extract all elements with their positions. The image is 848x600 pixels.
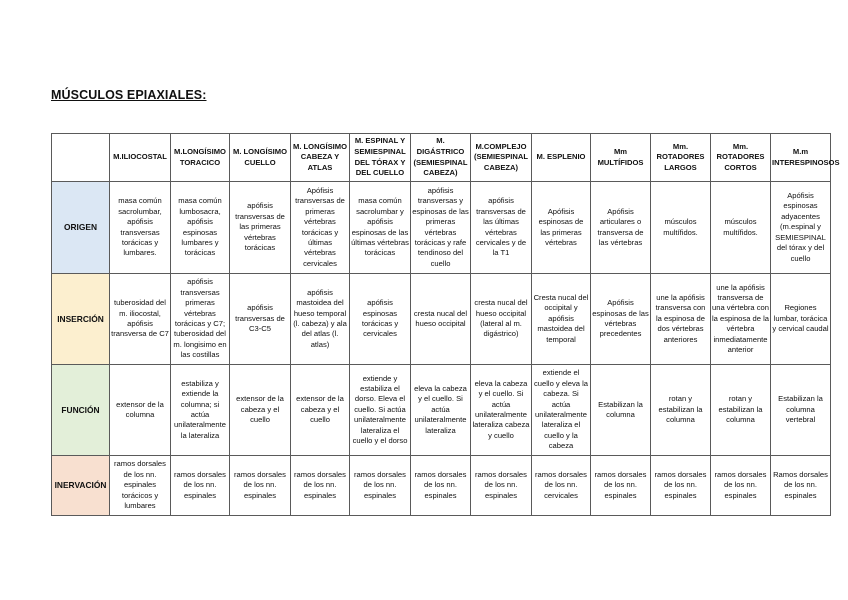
table-cell: extensor de la columna (110, 365, 171, 456)
header-row (52, 134, 831, 182)
table-row-inervacion (52, 456, 831, 516)
table-cell: masa común sacrolumbar, apófisis transversas torácicas y lumbares. (110, 182, 171, 274)
table-cell: Apófisis espinosas de las primeras vértebras (532, 182, 591, 274)
table-cell: cresta nucal del hueso occipital (lateral al m. digástrico) (471, 274, 532, 365)
table-cell: apófisis transversas y espinosas de las primeras vértebras torácicas y rafe tendinoso del cuello (411, 182, 471, 274)
table-cell: apófisis transversas de las últimas vértebras cervicales y de la T1 (471, 182, 532, 274)
table-cell: apófisis transversas de C3-C5 (230, 274, 291, 365)
table-cell: ramos dorsales de los nn. espinales (651, 456, 711, 516)
table-cell: rotan y estabilizan la columna (711, 365, 771, 456)
table-cell: apófisis transversas primeras vértebras torácicas y C7; tuberosidad del m. longisimo en las costillas (171, 274, 230, 365)
table-cell: Apófisis articulares o transversa de las vértebras (591, 182, 651, 274)
table-cell: masa común lumbosacra, apófisis espinosas lumbares y torácicas (171, 182, 230, 274)
header-longisimo-toracico: M.LONGÍSIMO TORACICO (171, 134, 230, 182)
header-interespinosos: M.m INTERESPINOSOS (771, 134, 831, 182)
table-cell: extiende y estabiliza el dorso. Eleva el cuello. Si actúa unilateralmente lateraliza el cuello y el dorso (350, 365, 411, 456)
table-cell: extensor de la cabeza y el cuello (291, 365, 350, 456)
table-cell: extiende el cuello y eleva la cabeza. Si actúa unilateralmente lateraliza el cuello y la cabeza (532, 365, 591, 456)
table-cell: ramos dorsales de los nn. espinales (411, 456, 471, 516)
header-longisimo-cabeza-atlas: M. LONGÍSIMO CABEZA Y ATLAS (291, 134, 350, 182)
header-iliocostal: M.ILIOCOSTAL (110, 134, 171, 182)
header-corner (52, 134, 110, 182)
table-cell: estabiliza y extiende la columna; si actúa unilateralmente la lateraliza (171, 365, 230, 456)
header-rotadores-largos: Mm. ROTADORES LARGOS (651, 134, 711, 182)
table-cell: eleva la cabeza y el cuello. Si actúa unilateralmente lateraliza (411, 365, 471, 456)
table-cell: tuberosidad del m. iliocostal, apófisis transversa de C7 (110, 274, 171, 365)
table-cell: ramos dorsales de los nn. espinales (471, 456, 532, 516)
table-cell: ramos dorsales de los nn. espinales (591, 456, 651, 516)
table-cell: masa común sacrolumbar y apófisis espinosas de las últimas vértebras torácicas (350, 182, 411, 274)
table-cell: Estabilizan la columna vertebral (771, 365, 831, 456)
table-cell: músculos multífidos. (711, 182, 771, 274)
table-cell: Estabilizan la columna (591, 365, 651, 456)
table-cell: Regiones lumbar, torácica y cervical caudal (771, 274, 831, 365)
table-cell: Apófisis transversas de primeras vértebras torácicas y últimas vértebras cervicales (291, 182, 350, 274)
table-cell: ramos dorsales de los nn. espinales (350, 456, 411, 516)
table-cell: apófisis transversas de las primeras vértebras torácicas (230, 182, 291, 274)
row-label-inervacion: INERVACIÓN (52, 456, 110, 516)
row-label-insercion: INSERCIÓN (52, 274, 110, 365)
table-row-insercion (52, 274, 831, 365)
table-cell: Ramos dorsales de los nn. espinales (771, 456, 831, 516)
muscles-table (51, 133, 840, 516)
page-title: MÚSCULOS EPIAXIALES: (51, 88, 207, 102)
header-digastrico: M. DIGÁSTRICO (SEMIESPINAL CABEZA) (411, 134, 471, 182)
table-cell: ramos dorsales de los nn. espinales torácicos y lumbares (110, 456, 171, 516)
table-cell: une la apófisis transversa con la espinosa de dos vértebras anteriores (651, 274, 711, 365)
table-cell: músculos multífidos. (651, 182, 711, 274)
table-cell: Apófisis espinosas adyacentes (m.espinal y SEMIESPINAL del tórax y del cuello (771, 182, 831, 274)
header-rotadores-cortos: Mm. ROTADORES CORTOS (711, 134, 771, 182)
table-cell: ramos dorsales de los nn. cervicales (532, 456, 591, 516)
table-cell: une la apófisis transversa de una vértebra con la espinosa de la vértebra inmediatamente anterior (711, 274, 771, 365)
header-longisimo-cuello: M. LONGÍSIMO CUELLO (230, 134, 291, 182)
table-cell: Cresta nucal del occipital y apófisis mastoidea del temporal (532, 274, 591, 365)
table-cell: eleva la cabeza y el cuello. Si actúa unilateralmente lateraliza cabeza y cuello (471, 365, 532, 456)
header-esplenio: M. ESPLENIO (532, 134, 591, 182)
table-cell: rotan y estabilizan la columna (651, 365, 711, 456)
header-espinal-semiespinal: M. ESPINAL Y SEMIESPINAL DEL TÓRAX Y DEL CUELLO (350, 134, 411, 182)
header-complejo: M.COMPLEJO (SEMIESPINAL CABEZA) (471, 134, 532, 182)
table-cell: ramos dorsales de los nn. espinales (230, 456, 291, 516)
table-cell: cresta nucal del hueso occipital (411, 274, 471, 365)
table-cell: ramos dorsales de los nn. espinales (171, 456, 230, 516)
table-cell: extensor de la cabeza y el cuello (230, 365, 291, 456)
table-cell: Apófisis espinosas de las vértebras precedentes (591, 274, 651, 365)
row-label-origen: ORIGEN (52, 182, 110, 274)
header-multifidos: Mm MULTÍFIDOS (591, 134, 651, 182)
table-cell: apófisis mastoidea del hueso temporal (l. cabeza) y ala del atlas (l. atlas) (291, 274, 350, 365)
table-cell: ramos dorsales de los nn. espinales (711, 456, 771, 516)
table-row-funcion (52, 365, 831, 456)
table-cell: ramos dorsales de los nn. espinales (291, 456, 350, 516)
table-cell: apófisis espinosas torácicas y cervicales (350, 274, 411, 365)
row-label-funcion: FUNCIÓN (52, 365, 110, 456)
table-row-origen (52, 182, 831, 274)
